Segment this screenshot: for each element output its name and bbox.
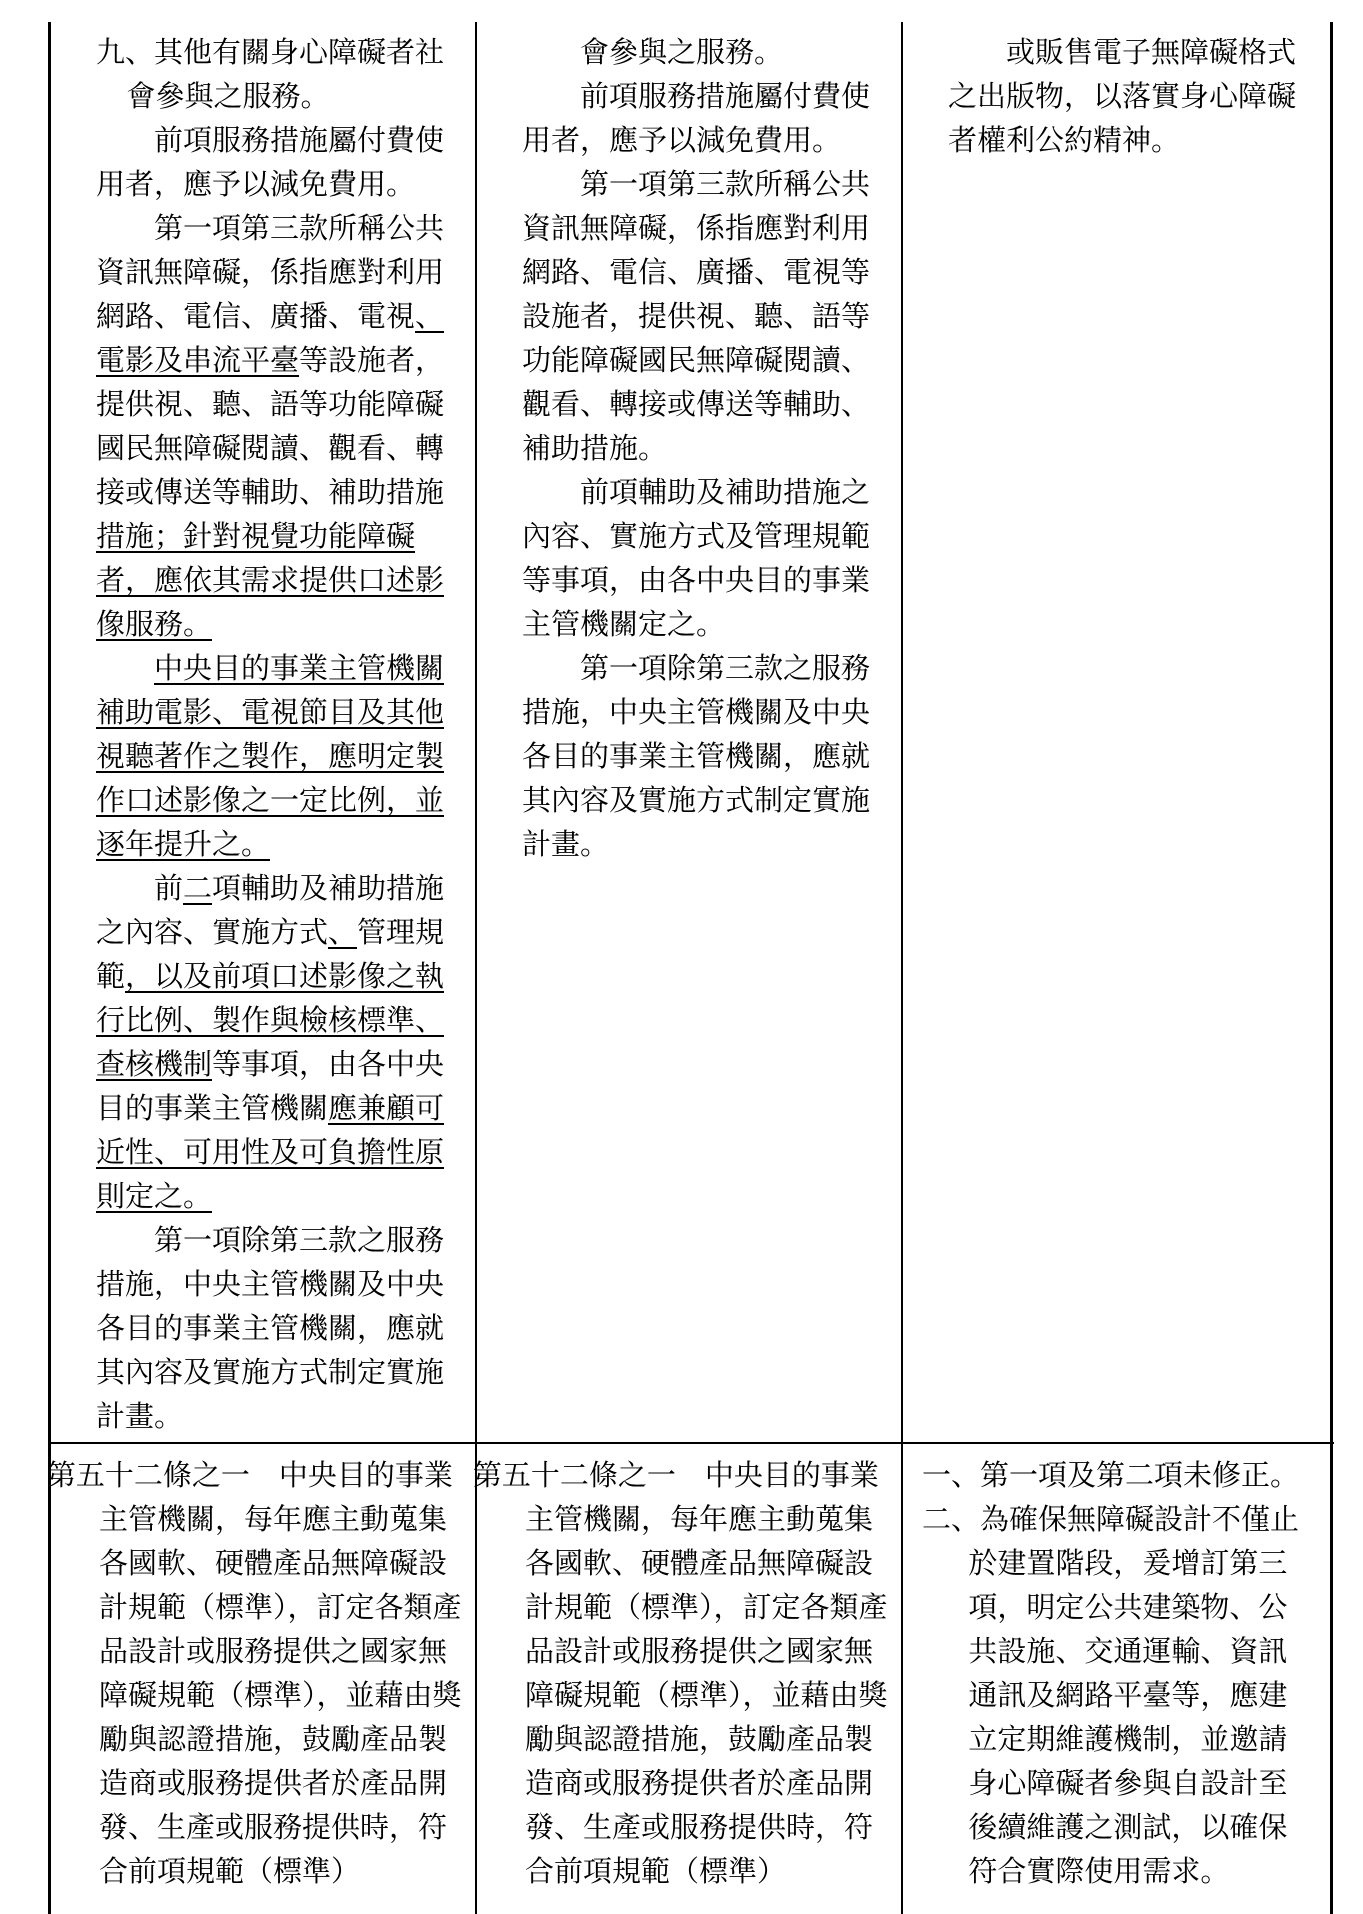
row1-amended-text: [96, 30, 468, 1438]
text-run: 一、第一項及第二項未修正。: [922, 1458, 1300, 1492]
underlined-text: 措施；針對視覺功能障礙者，應依其需求提供口述影像服務。: [96, 519, 445, 641]
table-border-left: [48, 22, 51, 1914]
paragraph: [522, 74, 894, 162]
text-run: 管理規範: [96, 915, 445, 993]
text-run: 第五十二條之一 中央目的事業主管機關，每年應主動蒐集各國軟、硬體產品無障礙設計規範（標準），訂定各類產品設計或服務提供之國家無障礙規範（標準），並藉由獎勵與認證措施，鼓勵產品製造商或服務提供者於產品開發、生產或服務提供時，符合前項規範（標準）: [472, 1458, 888, 1888]
paragraph: [522, 646, 894, 866]
paragraph: [922, 1497, 1314, 1893]
row1-current-text: [522, 30, 894, 866]
paragraph: [522, 30, 894, 74]
table-border-right: [1330, 22, 1333, 1914]
row-divider: [48, 1442, 1334, 1444]
paragraph: [96, 866, 468, 1218]
text-run: 九、其他有關身心障礙者社會參與之服務。: [96, 35, 445, 113]
column-divider-2: [901, 22, 903, 1914]
text-run: 前項服務措施屬付費使用者，應予以減免費用。: [522, 79, 871, 157]
text-run: 項輔助及補助措施之內容、實施方式: [96, 871, 445, 949]
text-run: 前項服務措施屬付費使用者，應予以減免費用。: [96, 123, 445, 201]
text-run: 第一項第三款所稱公共資訊無障礙，係指應對利用網路、電信、廣播、電視等設施者，提供視、聽、語等功能障礙國民無障礙閱讀、觀看、轉接或傳送等輔助、補助措施。: [522, 167, 871, 465]
paragraph: [96, 206, 468, 646]
paragraph: [522, 470, 894, 646]
underlined-text: 中央目的事業主管機關補助電影、電視節目及其他視聽著作之製作，應明定製作口述影像之一定比例，並逐年提升之。: [96, 651, 445, 861]
text-run: 第一項除第三款之服務措施，中央主管機關及中央各目的事業主管機關，應就其內容及實施方式制定實施計畫。: [96, 1223, 445, 1433]
paragraph: [522, 162, 894, 470]
text-run: 第一項第三款所稱公共資訊無障礙，係指應對利用網路、電信、廣播、電視: [96, 211, 445, 333]
text-run: 前項輔助及補助措施之內容、實施方式及管理規範等事項，由各中央目的事業主管機關定之。: [522, 475, 871, 641]
text-run: 會參與之服務。: [580, 35, 784, 69]
row1-explanation-text: [948, 30, 1314, 162]
paragraph: [96, 30, 468, 118]
text-run: 前: [154, 871, 184, 905]
text-run: 或販售電子無障礙格式之出版物，以落實身心障礙者權利公約精神。: [948, 35, 1297, 157]
paragraph: [96, 1218, 468, 1438]
row2-amended-text: [46, 1453, 468, 1893]
underlined-text: ，以及前項口述影像之執行比例、製作與檢核標準、查核機制: [96, 959, 445, 1081]
paragraph: [948, 30, 1314, 162]
text-run: 第五十二條之一 中央目的事業主管機關，每年應主動蒐集各國軟、硬體產品無障礙設計規範（標準），訂定各類產品設計或服務提供之國家無障礙規範（標準），並藉由獎勵與認證措施，鼓勵產品製造商或服務提供者於產品開發、生產或服務提供時，符合前項規範（標準）: [46, 1458, 462, 1888]
paragraph: [472, 1453, 894, 1893]
paragraph: [96, 118, 468, 206]
underlined-text: 二: [183, 871, 213, 905]
text-run: 第一項除第三款之服務措施，中央主管機關及中央各目的事業主管機關，應就其內容及實施方式制定實施計畫。: [522, 651, 871, 861]
paragraph: [96, 646, 468, 866]
underlined-text: 應兼顧可近性、可用性及可負擔性原則定之。: [96, 1091, 445, 1213]
row2-explanation-text: [922, 1453, 1314, 1893]
underlined-text: 、: [328, 915, 358, 949]
text-run: 等事項，由各中央目的事業主管機關: [96, 1047, 445, 1125]
text-run: 二、為確保無障礙設計不僅止於建置階段，爰增訂第三項，明定公共建築物、公共設施、交通運輸、資訊通訊及網路平臺等，應建立定期維護機制，並邀請身心障礙者參與自設計至後續維護之測試，以確保符合實際使用需求。: [922, 1502, 1300, 1888]
row2-current-text: [472, 1453, 894, 1893]
column-divider-1: [475, 22, 477, 1914]
paragraph: [46, 1453, 468, 1893]
underlined-text: 、電影及串流平臺: [96, 299, 445, 377]
paragraph: [922, 1453, 1314, 1497]
text-run: 等設施者，提供視、聽、語等功能障礙國民無障礙閱讀、觀看、轉接或傳送等輔助、補助措施: [96, 343, 445, 509]
